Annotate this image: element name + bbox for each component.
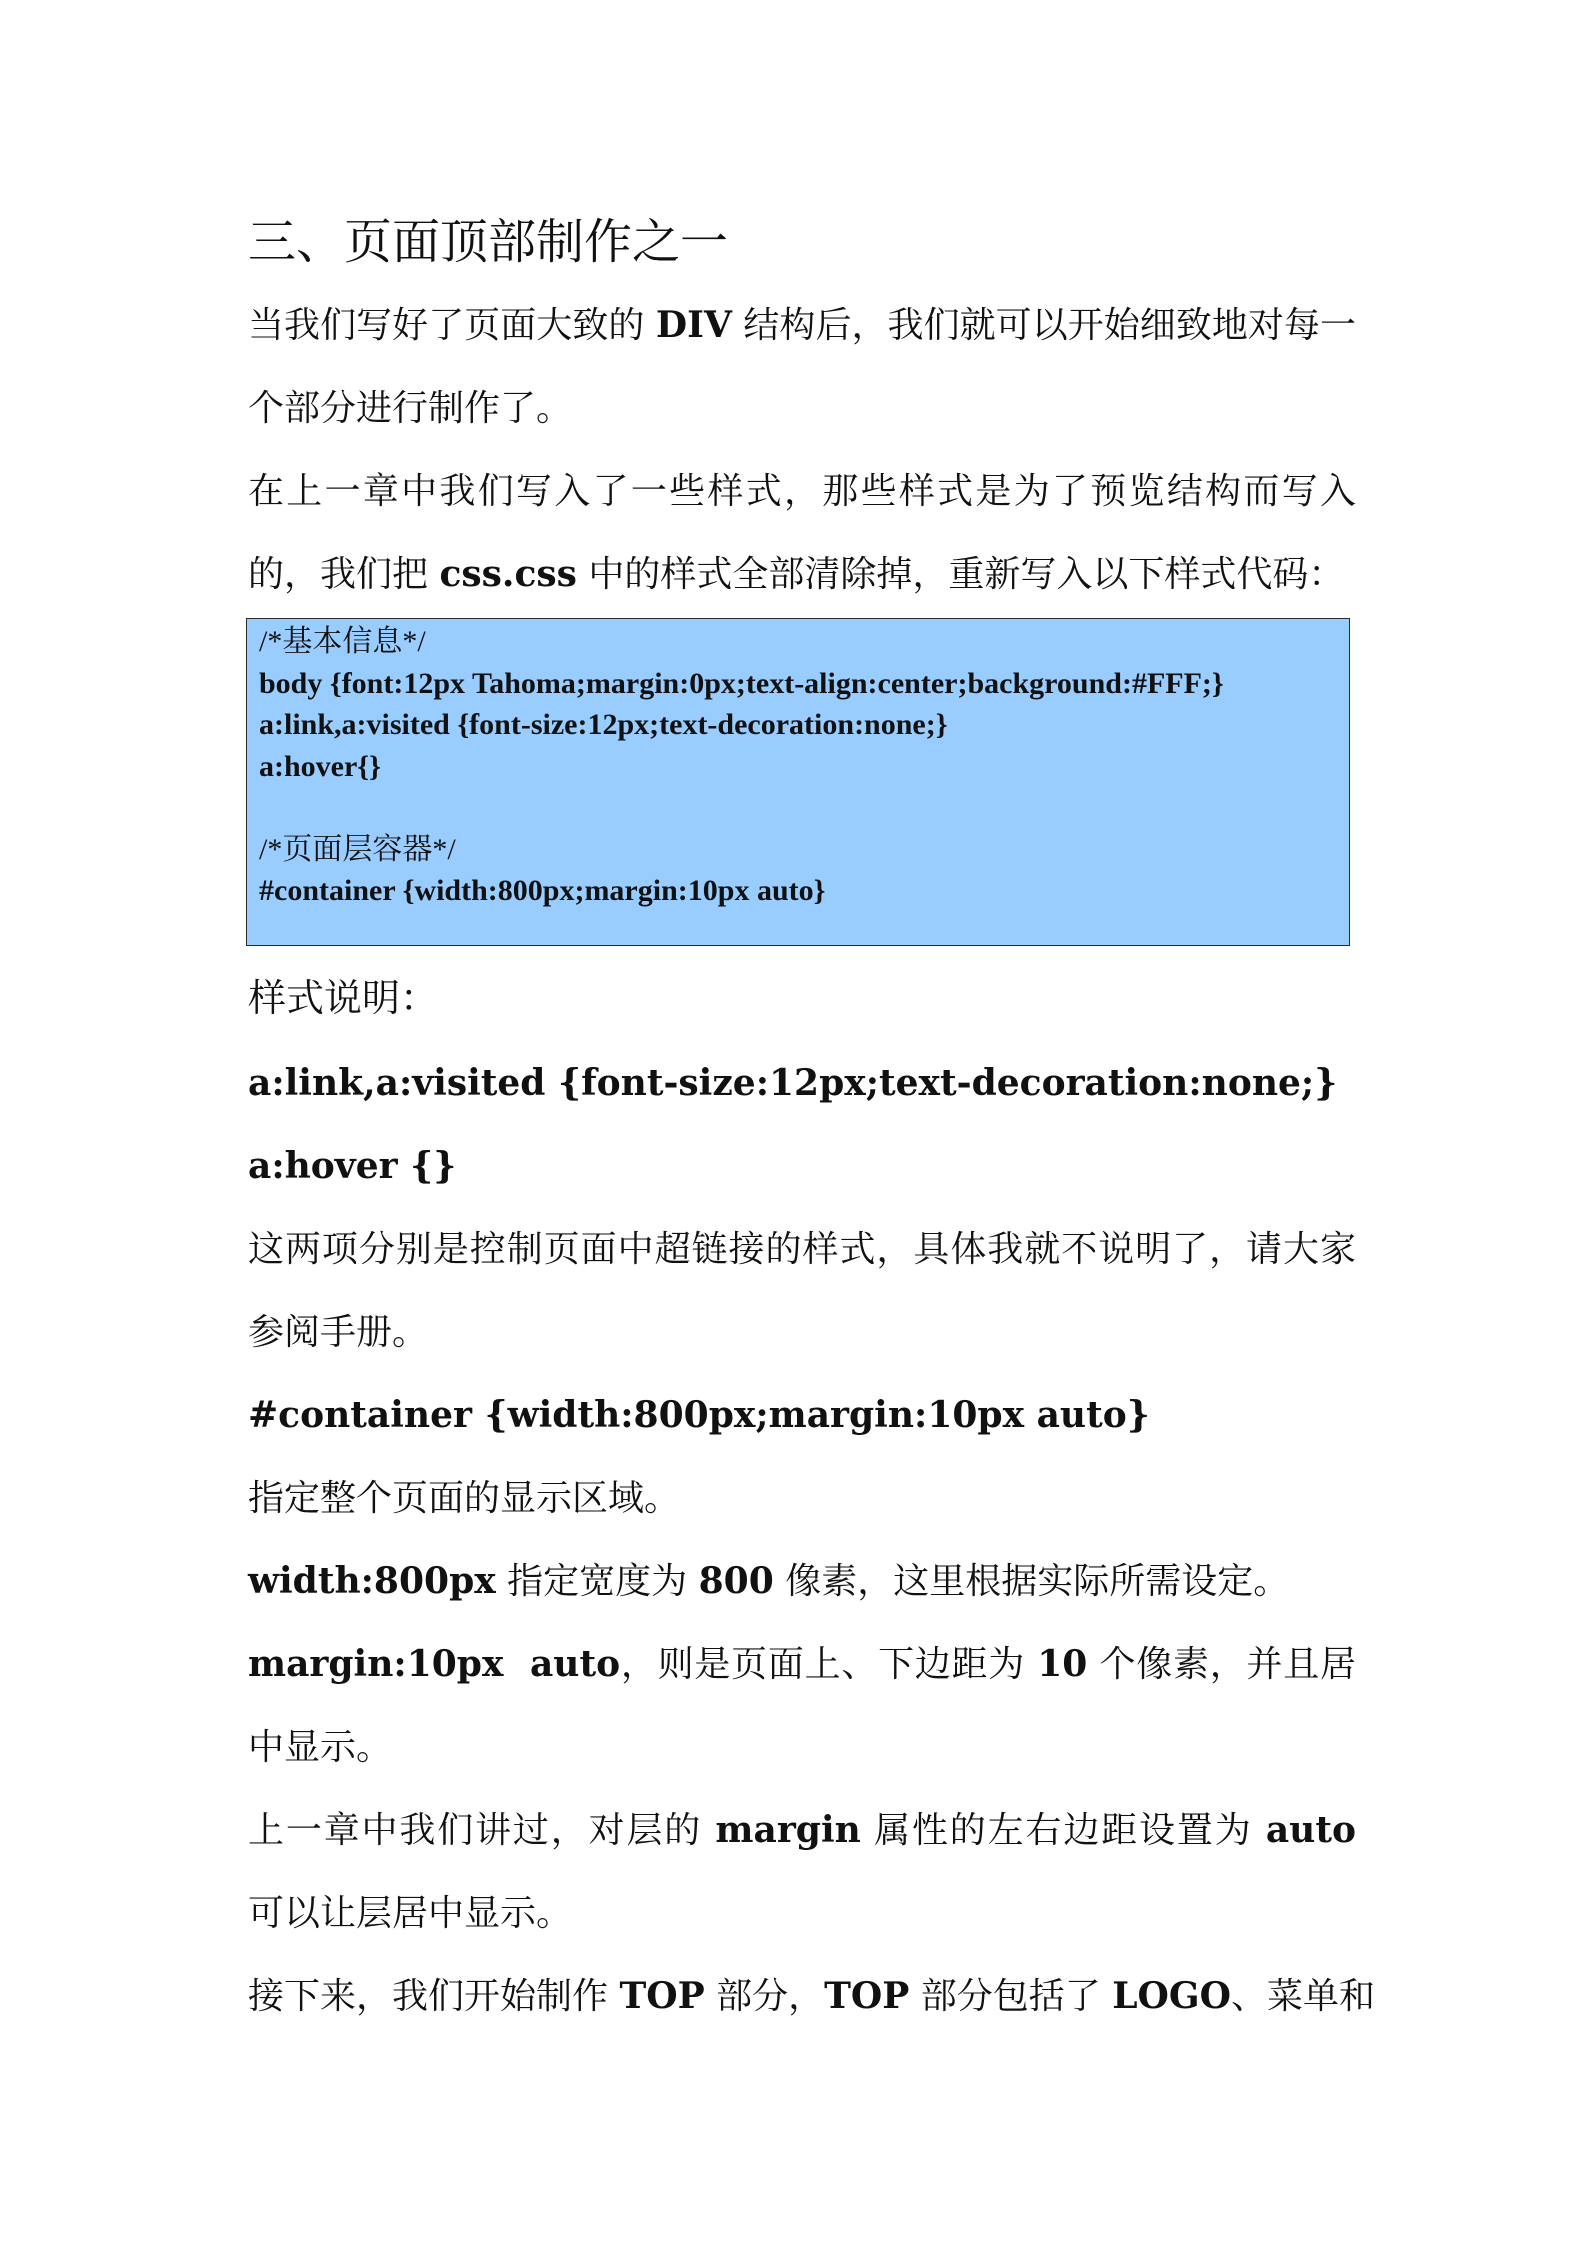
code-line-link: a:link,a:visited {font-size:12px;text-decoration:none;} (259, 708, 948, 741)
text-run: 上一章中我们讲过，对层的 (248, 1810, 716, 1851)
bold-text-run: margin:10px auto (248, 1643, 621, 1685)
bold-text-run: auto (1265, 1809, 1356, 1851)
explanation-code-container: #container {width:800px;margin:10px auto} (248, 1394, 1150, 1436)
code-line-body: body {font:12px Tahoma;margin:0px;text-align:center;background:#FFF;} (259, 666, 1224, 700)
explanation-text-display-area: 指定整个页面的显示区域。 (248, 1478, 681, 1519)
section-heading: 三、页面顶部制作之一 (248, 214, 729, 270)
text-run: 像素，这里根据实际所需设定。 (773, 1561, 1290, 1602)
text-run: 部分包括了 (909, 1976, 1113, 2017)
bold-text-run: TOP (824, 1975, 910, 2017)
bold-text-run: width:800px (248, 1560, 496, 1602)
intro-paragraph-1 (248, 284, 1356, 450)
text-run: ，则是页面上、下边距为 (620, 1644, 1038, 1685)
explanation-code-hover: a:hover {} (248, 1145, 457, 1187)
style-explanation-title: 样式说明： (248, 976, 439, 1020)
text-run: 、菜单和 (1231, 1976, 1376, 2017)
text-run: 部分， (704, 1976, 825, 2017)
code-comment-basic-info: /*基本信息*/ (259, 625, 426, 658)
code-line-hover: a:hover{} (259, 749, 381, 783)
text-run: 个像素，并且居中显示。 (248, 1644, 1356, 1768)
bold-text-run: TOP (619, 1975, 705, 2017)
text-run: 在上一章中我们写入了一些样式，那些样式是为了预览结构而写入的，我们把 (248, 471, 1356, 595)
explanation-top-part (248, 1955, 1376, 2038)
explanation-code-link: a:link,a:visited {font-size:12px;text-decoration:none;} (248, 1062, 1338, 1104)
bold-text-run: css.css (439, 553, 577, 595)
bold-text-run: 10 (1037, 1643, 1088, 1685)
code-line-container: #container {width:800px;margin:10px auto} (259, 874, 826, 907)
text-run: 中的样式全部清除掉，重新写入以下样式代码： (576, 554, 1345, 595)
bold-text-run: DIV (655, 304, 732, 346)
bold-text-run: margin (715, 1809, 861, 1851)
code-block (246, 618, 1350, 946)
explanation-text-links: 这两项分别是控制页面中超链接的样式，具体我就不说明了，请大家参阅手册。 (248, 1229, 1356, 1353)
bold-text-run: LOGO (1112, 1975, 1232, 2017)
text-run: 接下来，我们开始制作 (248, 1976, 620, 2017)
text-run: 属性的左右边距设置为 (860, 1810, 1266, 1851)
explanation-width (248, 1540, 1356, 1623)
explanation-margin (248, 1623, 1356, 1789)
intro-paragraph-2 (248, 450, 1356, 616)
text-run: 可以让层居中显示。 (248, 1893, 573, 1934)
text-run: 结构后，我们就可以开始细致地对每一个部分进行制作了。 (248, 305, 1356, 429)
text-run: 指定宽度为 (495, 1561, 699, 1602)
code-comment-container: /*页面层容器*/ (259, 832, 456, 866)
code-blank-line (259, 787, 1337, 829)
explanation-center (248, 1789, 1356, 1955)
document-content (248, 200, 1376, 2038)
text-run: 当我们写好了页面大致的 (248, 305, 656, 346)
bold-text-run: 800 (698, 1560, 774, 1602)
